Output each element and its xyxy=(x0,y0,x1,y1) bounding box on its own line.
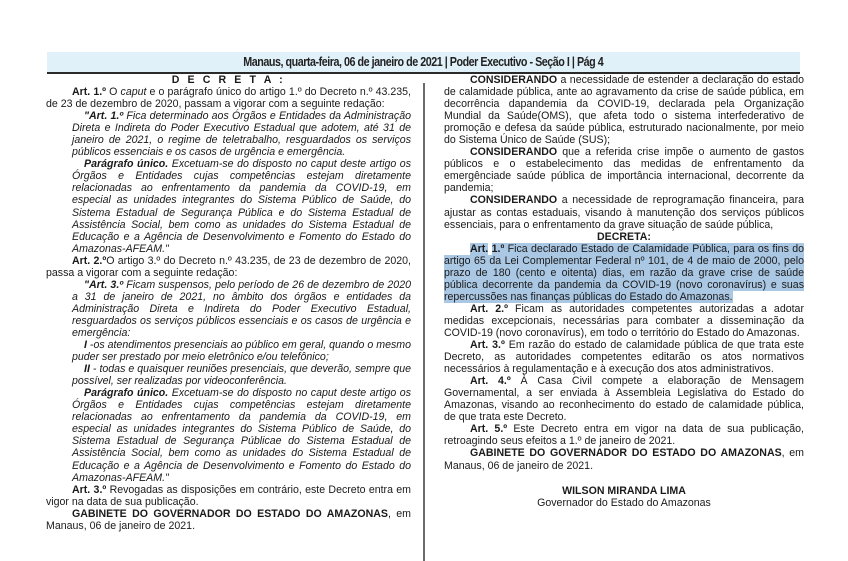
article-4 xyxy=(444,375,804,423)
considerando-text: a necessidade de estender a declaração do estado de calamidade pública, ante ao agravamento da crise de saúde pública, em decorrência dapandemia da COVID-19, declarada pela Organização Mundial da Saúde(OMS), que afeta todo o sistema interfederativo de promoção e defesa da saúde pública, estruturado nacionalmente, por meio do Sistema Único de Saúde (SUS); xyxy=(444,74,804,147)
article-text: Ficam suspensos, pelo período de 26 de dezembro de 2020 a 31 de janeiro de 2021, no âmbito dos órgãos e entidades da Administração Direta e Indireta do Poder Executivo Estadual, resguardados os serviços públicos essenciais e os casos de urgência e emergência: xyxy=(72,278,411,339)
gabinete-label: GABINETE DO GOVERNADOR DO ESTADO DO AMAZONAS xyxy=(470,447,782,460)
article-text: Fica determinado aos Órgãos e Entidades da Administração Direta e Indireta do Poder Executivo Estadual que adotem, até 31 de janeiro de 2021, o regime de teletrabalho, resguardados os serviços públicos essenciais e os casos de urgência e emergência. xyxy=(72,110,411,159)
considerando-text: que a referida crise impõe o aumento de gastos públicos e o estabelecimento das medidas de enfrentamento da emergênciade saúde pública de importância internacional, decorrente da pandemia; xyxy=(444,146,804,195)
article-1-amend xyxy=(46,86,411,110)
article-text: Revogadas as disposições em contrário, este Decreto entra em vigor na data de sua publicação. xyxy=(46,483,411,508)
article-label: Art. 2.º xyxy=(72,254,107,267)
article-text: Em razão do estado de calamidade pública de que trata este Decreto, as autoridades competentes editarão os atos normativos necessários à regulamentação e à execução dos atos administrativos. xyxy=(444,339,804,376)
considerando-text: a necessidade de reprogramação financeira, para ajustar as contas estaduais, visando à manutenção dos serviços públicos essenciais, para o enfrentamento da grave situação de saúde pública, xyxy=(444,194,804,231)
article-label: Art. 2.º xyxy=(470,302,508,315)
decreta-title: D E C R E T A : xyxy=(171,74,286,86)
considerando-label: CONSIDERANDO xyxy=(470,74,558,86)
article-5 xyxy=(444,423,804,447)
article-label: "Art. 3.º xyxy=(84,278,124,291)
header-title: Manaus, quarta-feira, 06 de janeiro de 2021 | Poder Executivo - Seção I | Pág 4 xyxy=(243,55,604,69)
quoted-article-3 xyxy=(46,279,411,339)
inciso-text: -os atendimentos presenciais ao público em geral, quando o mesmo puder ser prestado por meio eletrônico e/ou telefônico; xyxy=(72,339,411,364)
article-text: O artigo 3.º do Decreto n.º 43.235, de 23 de dezembro de 2020, passa a vigorar com a seguinte redação: xyxy=(46,254,411,279)
article-text: e o parágrafo único do artigo 1.º do Decreto n.º 43.235, de 23 de dezembro de 2020, passam a vigorar com a seguinte redação: xyxy=(46,86,411,111)
signatory-name: WILSON MIRANDA LIMA xyxy=(562,484,686,497)
article-label: Art. 5.º xyxy=(470,423,508,436)
selected-article-text[interactable]: Fica declarado Estado de Calamidade Pública, para os fins do artigo 65 da Lei Complementar Federal nº 101, de 4 de maio de 2000, pelo prazo de 180 (cento e oitenta) dias, em razão da grave crise de saúde pública decorrente da pandemia da COVID-19 (novo coronavírus) e suas repercussões nas finanças públicas do Estado do Amazonas. xyxy=(444,242,804,303)
considerando-1 xyxy=(444,74,804,146)
gabinete-text: , em Manaus, 06 de janeiro de 2021. xyxy=(444,447,804,472)
article-3 xyxy=(444,339,804,375)
article-text: Ficam as autoridades competentes autorizadas a adotar medidas excepcionais, necessárias para combater a disseminação da COVID-19 (novo coronavírus), em todo o território do Estado do Amazonas. xyxy=(444,302,804,339)
inciso-ii xyxy=(46,363,411,387)
article-label: Art. 4.º xyxy=(470,375,511,388)
caput-term: caput xyxy=(120,86,147,99)
article-text: Este Decreto entra em vigor na data de sua publicação, retroagindo seus efeitos a 1.º de janeiro de 2021. xyxy=(444,423,804,448)
gabinete-text: , em Manaus, 06 de janeiro de 2021. xyxy=(46,507,412,532)
inciso-label: I xyxy=(84,339,87,352)
inciso-i xyxy=(46,339,411,363)
considerando-3 xyxy=(444,194,804,230)
inciso-text: - todas e quaisquer reuniões presenciais, que deverão, sempre que possível, ser realizadas por videoconferência. xyxy=(72,363,411,388)
decreta-title: DECRETA: xyxy=(597,230,651,243)
article-label: Art. 3.º xyxy=(470,339,505,352)
article-2-amend xyxy=(46,255,411,279)
paragraph-text: Excetuam-se do disposto no caput deste artigo os Órgãos e Entidades cujas competências estejam diretamente relacionadas ao enfrentamento da pandemia da COVID-19, em especial as unidades integrantes do Sistema Público de Saúde, do Sistema Estadual de Segurança Pública e do Sistema Estadual de Assistência Social, bem como as unidades do Sistema Estadual de Educação e a Agência de Desenvolvimento e Fomento do Estado do Amazonas-AFEAM." xyxy=(72,158,411,255)
quoted-paragraph-unico-2 xyxy=(46,387,411,483)
considerando-2 xyxy=(444,146,804,194)
page-header xyxy=(47,52,800,74)
gabinete-line xyxy=(444,447,804,471)
considerando-label: CONSIDERANDO xyxy=(470,194,558,207)
article-label: Art. xyxy=(470,242,489,255)
article-1-highlighted[interactable] xyxy=(444,243,804,303)
paragraph-label: Parágrafo único. xyxy=(84,387,169,400)
left-column xyxy=(46,74,411,532)
article-2 xyxy=(444,303,804,339)
inciso-label: II xyxy=(84,363,90,376)
article-text: À Casa Civil compete a elaboração de Mensagem Governamental, a ser enviada à Assembleia Legislativa do Estado do Amazonas, visando ao reconhecimento do estado de calamidade pública, de que trata este Decreto. xyxy=(444,375,804,424)
signature-spacer xyxy=(444,472,804,485)
quoted-paragraph-unico-1 xyxy=(46,158,411,254)
right-column xyxy=(444,74,804,509)
article-3-revocation xyxy=(46,484,411,508)
column-divider xyxy=(423,83,425,561)
article-label: "Art. 1.º xyxy=(84,110,124,123)
article-text: O xyxy=(106,86,121,99)
gabinete-line xyxy=(46,508,411,532)
article-label: Art. 3.º xyxy=(72,483,107,496)
article-number: 1.º xyxy=(491,242,505,255)
gabinete-label: GABINETE DO GOVERNADOR DO ESTADO DO AMAZONAS xyxy=(72,507,388,520)
paragraph-text: Excetuam-se do disposto no caput deste artigo os Órgãos e Entidades cujas competências estejam diretamente relacionadas ao enfrentamento da pandemia da COVID-19, em especial as unidades integrantes do Sistema Público de Saúde, do Sistema Estadual de Segurança Públicae do Sistema Estadual de Assistência Social, bem como as unidades do Sistema Estadual de Educação e a Agência de Desenvolvimento e Fomento do Estado do Amazonas-AFEAM." xyxy=(72,387,411,484)
article-label: Art. 1.º xyxy=(72,86,107,99)
quoted-article-1 xyxy=(46,110,411,158)
signatory-role: Governador do Estado do Amazonas xyxy=(537,496,711,509)
considerando-label: CONSIDERANDO xyxy=(470,146,558,159)
paragraph-label: Parágrafo único. xyxy=(84,158,169,171)
